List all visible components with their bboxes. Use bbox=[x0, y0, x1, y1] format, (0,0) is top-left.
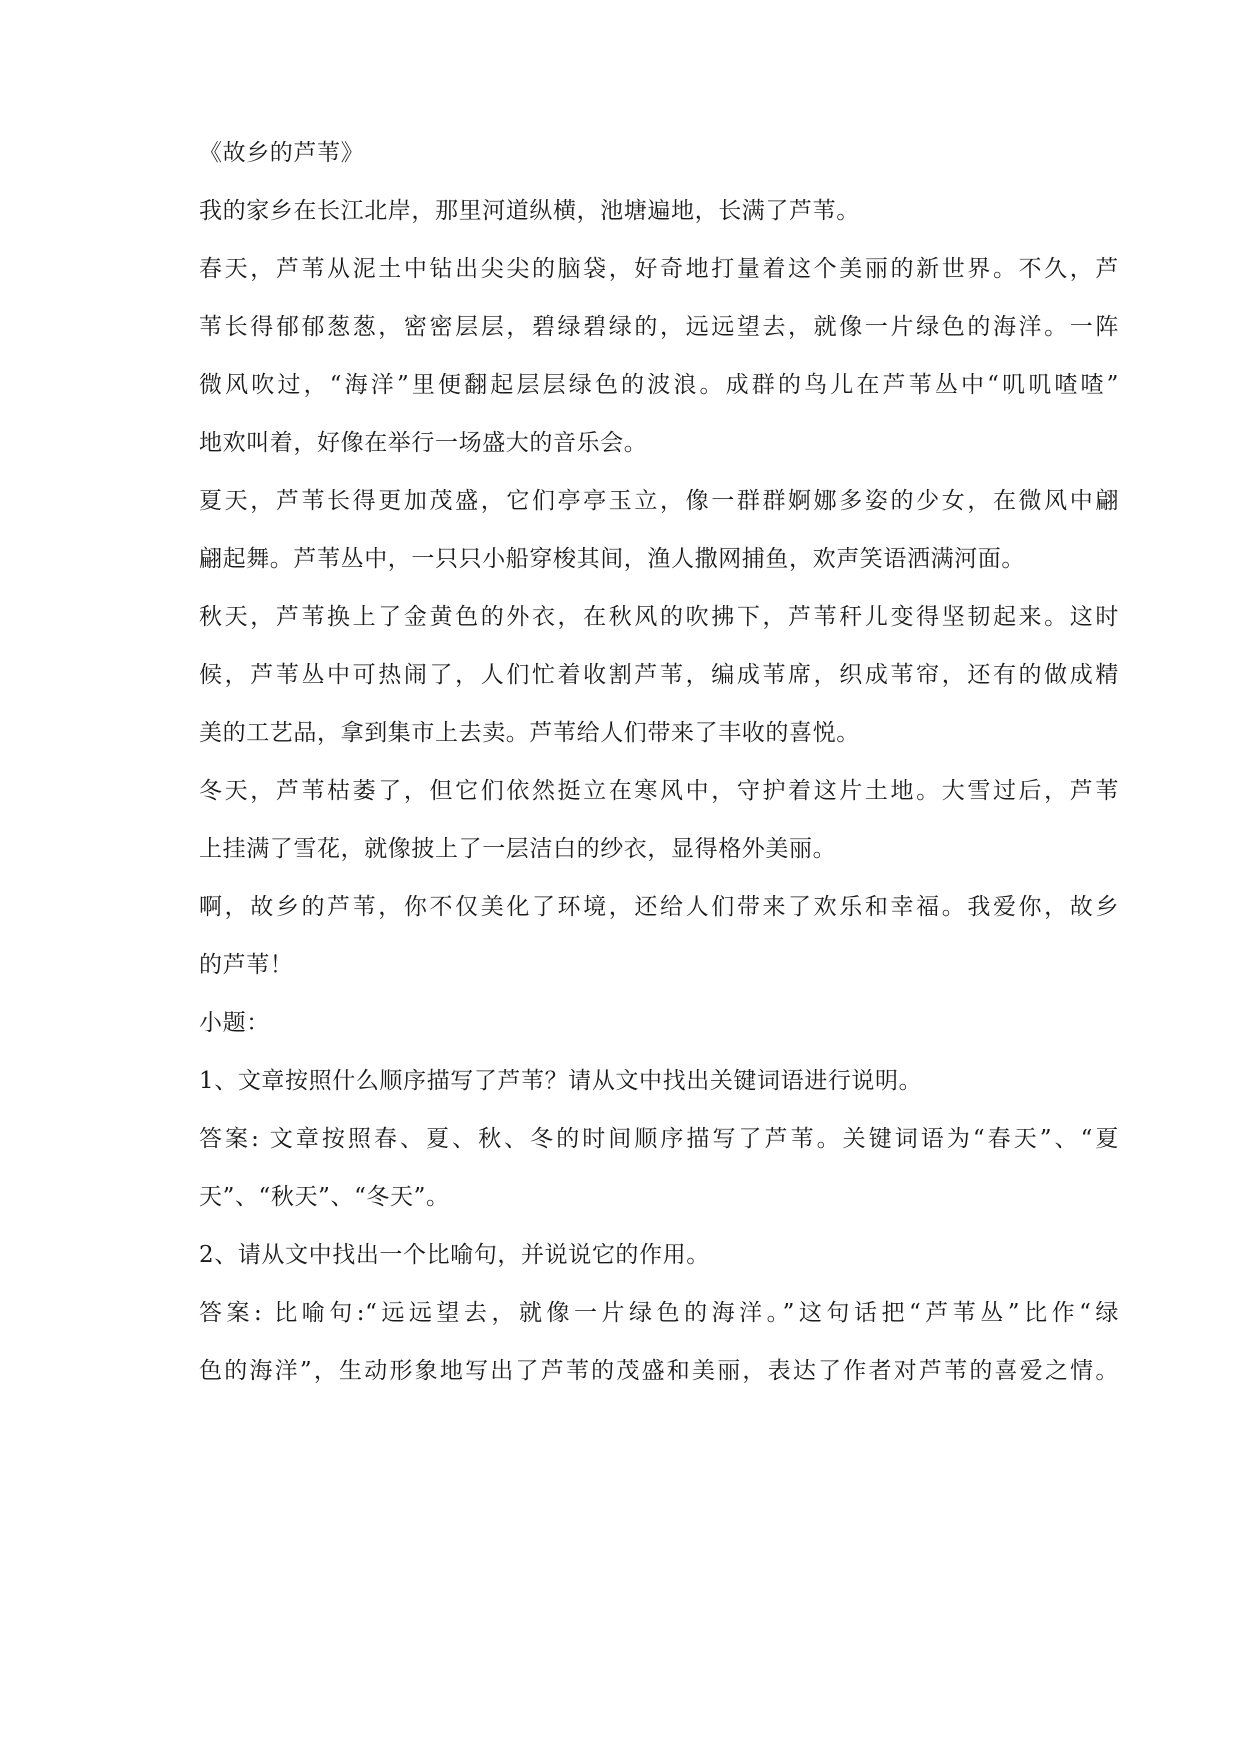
paragraph-intro-line: 我的家乡在长江北岸，那里河道纵横，池塘遍地，长满了芦苇。 bbox=[199, 198, 860, 224]
question-2: 2、请从文中找出一个比喻句，并说说它的作用。 bbox=[199, 1242, 710, 1268]
question-1: 1、文章按照什么顺序描写了芦苇？请从文中找出关键词语进行说明。 bbox=[199, 1068, 923, 1094]
paragraph-autumn-line: 候，芦苇丛中可热闹了，人们忙着收割芦苇，编成苇席，织成苇帘，还有的做成精 bbox=[199, 662, 1119, 688]
paragraph-autumn-line: 秋天，芦苇换上了金黄色的外衣，在秋风的吹拂下，芦苇秆儿变得坚韧起来。这时 bbox=[199, 604, 1119, 630]
paragraph-closing-line: 的芦苇！ bbox=[199, 952, 294, 978]
paragraph-closing-line: 啊，故乡的芦苇，你不仅美化了环境，还给人们带来了欢乐和幸福。我爱你，故乡 bbox=[199, 894, 1119, 920]
paragraph-winter-line: 上挂满了雪花，就像披上了一层洁白的纱衣，显得格外美丽。 bbox=[199, 836, 837, 862]
paragraph-spring-line: 地欢叫着，好像在举行一场盛大的音乐会。 bbox=[199, 430, 648, 456]
questions-heading: 小题： bbox=[199, 1010, 270, 1036]
paragraph-summer-line: 夏天，芦苇长得更加茂盛，它们亭亭玉立，像一群群婀娜多姿的少女，在微风中翩 bbox=[199, 488, 1119, 514]
paragraph-spring-line: 苇长得郁郁葱葱，密密层层，碧绿碧绿的，远远望去，就像一片绿色的海洋。一阵 bbox=[199, 314, 1119, 340]
answer-1-line: 天”、“秋天”、“冬天”。 bbox=[199, 1184, 450, 1210]
answer-1-line: 答案: 文章按照春、夏、秋、冬的时间顺序描写了芦苇。关键词语为“春天”、“夏 bbox=[199, 1126, 1119, 1152]
document-title: 《故乡的芦苇》 bbox=[199, 140, 365, 166]
paragraph-spring-line: 微风吹过，“海洋”里便翻起层层绿色的波浪。成群的鸟儿在芦苇丛中“叽叽喳喳” bbox=[199, 372, 1119, 398]
paragraph-autumn-line: 美的工艺品，拿到集市上去卖。芦苇给人们带来了丰收的喜悦。 bbox=[199, 720, 860, 746]
paragraph-winter-line: 冬天，芦苇枯萎了，但它们依然挺立在寒风中，守护着这片土地。大雪过后，芦苇 bbox=[199, 778, 1119, 804]
answer-2-line: 色的海洋”，生动形象地写出了芦苇的茂盛和美丽，表达了作者对芦苇的喜爱之情。 bbox=[199, 1358, 1119, 1384]
paragraph-summer-line: 翩起舞。芦苇丛中，一只只小船穿梭其间，渔人撒网捕鱼，欢声笑语洒满河面。 bbox=[199, 546, 1025, 572]
paragraph-spring-line: 春天，芦苇从泥土中钻出尖尖的脑袋，好奇地打量着这个美丽的新世界。不久，芦 bbox=[199, 256, 1119, 282]
answer-2-line: 答案: 比喻句:“远远望去，就像一片绿色的海洋。”这句话把“芦苇丛”比作“绿 bbox=[199, 1300, 1119, 1326]
